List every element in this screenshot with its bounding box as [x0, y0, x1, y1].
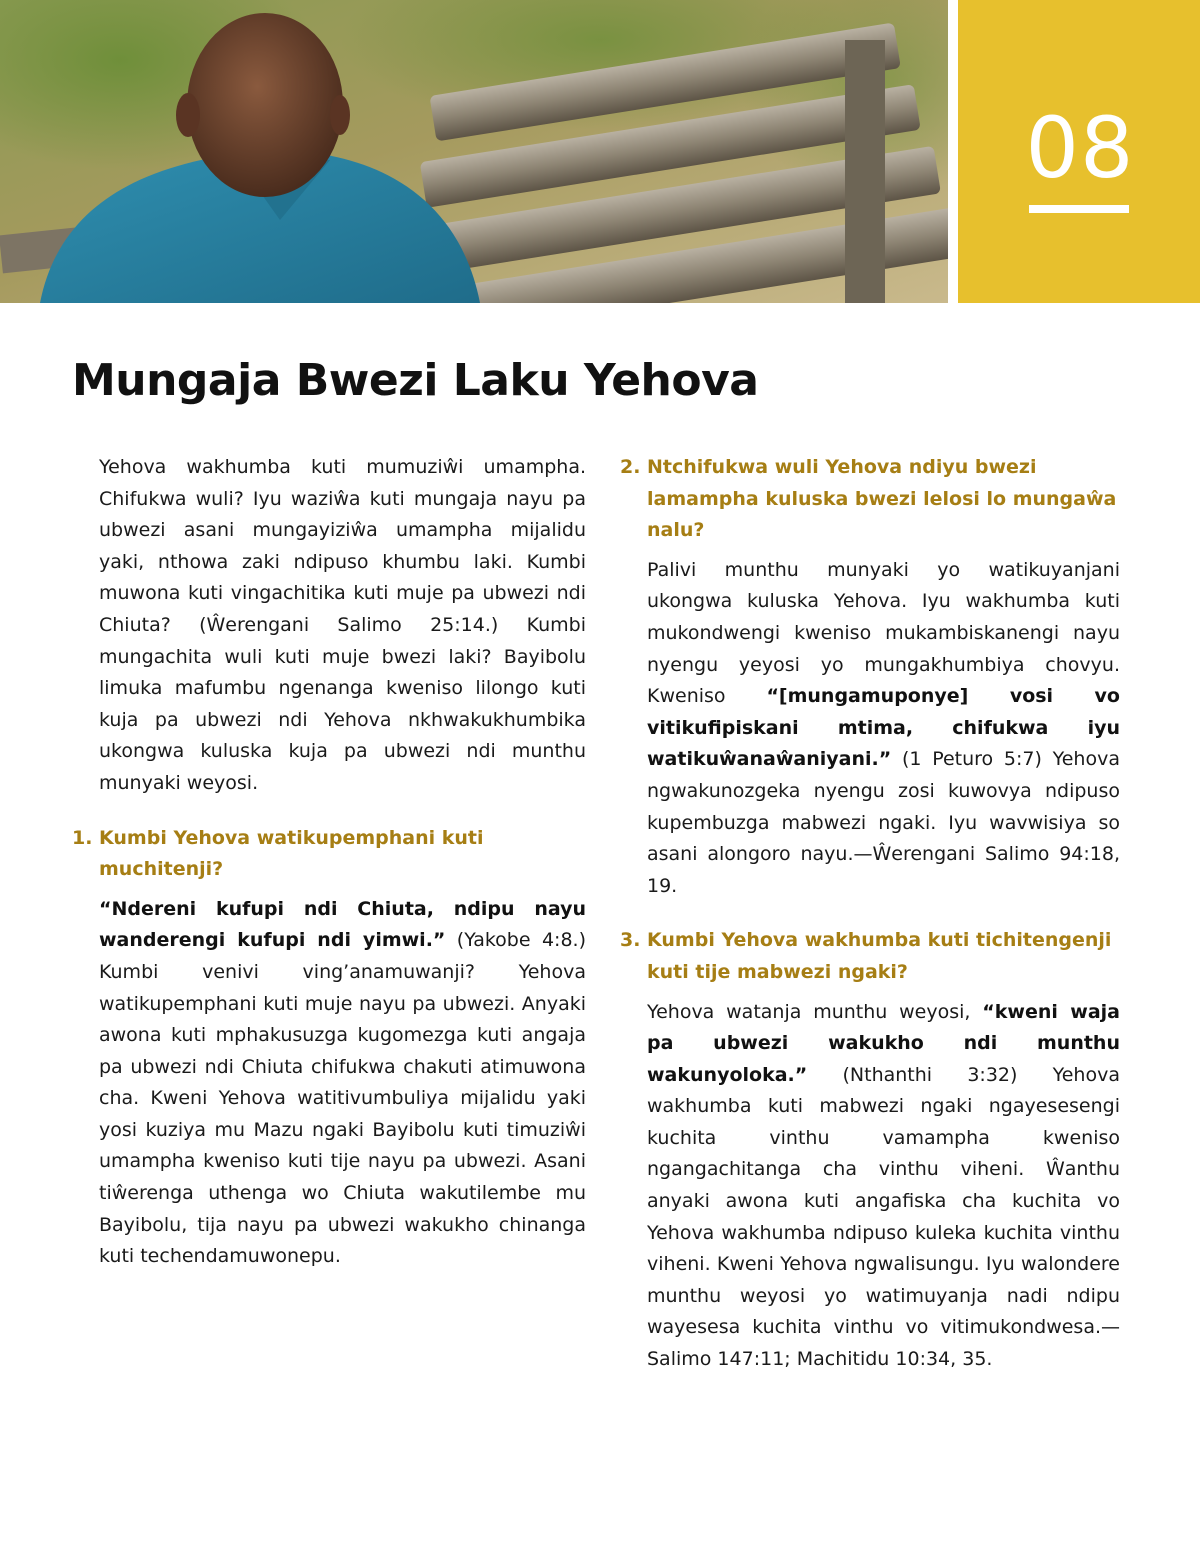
answer-2: [620, 555, 1120, 903]
lesson-number-box: [958, 0, 1200, 303]
answer-3-quote: “kweni waja pa ubwezi wakukho ndi munthu wakunyoloka.”: [647, 1000, 1120, 1086]
question-3-number: 3.: [620, 929, 641, 952]
left-column: [72, 452, 586, 1273]
question-2-number: 2.: [620, 456, 641, 478]
answer-2-quote: “[mungamuponye] vosi vo vitikufipiskani mtima, chifukwa iyu watikuŵanaŵaniyani.”: [647, 685, 1120, 771]
answer-2-text-a: Palivi munthu munyaki yo watikuyanjani ukongwa kuluska Yehova. Iyu wakhumba kuti mukondwengi kweniso mukambiskanengi nayu nyengu yeyosi yo mungakhumbiya chovyu. Kweniso: [647, 558, 1120, 708]
question-2: [620, 452, 1120, 547]
answer-3: [620, 997, 1120, 1376]
header-divider: [948, 0, 958, 303]
question-2-text: Ntchifukwa wuli Yehova ndiyu bwezi lamampha kuluska bwezi lelosi lo mungaŵa nalu?: [647, 456, 1117, 542]
answer-1-text: (Yakobe 4:8.) Kumbi venivi ving’anamuwanji? Yehova watikupemphani kuti muje nayu pa ubwezi. Anyaki awona kuti mphakusuzga kugomezga kuti angaja pa ubwezi ndi Chiuta chifukwa chakuti atimuwona cha. Kweni Yehova watitivumbuliya mijalidu yaki yosi kuziya mu Mazu ngaki Bayibolu kuti timuziŵi umampha kweniso kuti tije nayu pa ubwezi. Asani tiŵerenga uthenga wo Chiuta wakutilembe mu Bayibolu, tija nayu pa ubwezi wakukho chinanga kuti techendamuwonepu.: [99, 929, 586, 1268]
intro-paragraph: Yehova wakhumba kuti mumuziŵi umampha. Chifukwa wuli? Iyu waziŵa kuti mungaja nayu pa ubwezi asani mungayiziŵa umampha mijalidu yaki, nthowa zaki ndipuso khumbu laki. Kumbi muwona kuti vingachitika kuti muje pa ubwezi ndi Chiuta? (Ŵerengani Salimo 25:14.) Kumbi mungachita wuli kuti muje bwezi laki? Bayibolu limuka mafumbu ngenanga kweniso lilongo kuti kuja pa ubwezi ndi Yehova nkhwakukhumbika ukongwa kuluska kuja pa ubwezi ndi munthu munyaki weyosi.: [99, 456, 586, 794]
answer-1: [72, 894, 586, 1273]
answer-1-quote: “Ndereni kufupi ndi Chiuta, ndipu nayu wanderengi kufupi ndi yimwi.”: [99, 897, 586, 952]
question-1: [72, 823, 586, 886]
question-3-text: Kumbi Yehova wakhumba kuti tichitengenji kuti tije mabwezi ngaki?: [647, 929, 1112, 983]
answer-2-text-b: (1 Peturo 5:7) Yehova ngwakunozgeka nyengu zosi kuwovya ndipuso kupembuzga mabwezi ngaki. Iyu wavwisiya so asani alongoro nayu.—Ŵerengani Salimo 94:18, 19.: [647, 748, 1120, 897]
answer-3-text-b: (Nthanthi 3:32) Yehova wakhumba kuti mabwezi ngaki ngayesesengi kuchita vinthu vamampha kweniso ngangachitanga cha vinthu viheni. Ŵanthu anyaki awona kuti angafiska cha kuchita vo Yehova wakhumba ndipuso kuleka kuchita vinthu viheni. Kweni Yehova ngwalisungu. Iyu walondere munthu weyosi yo watimuyanja nadi ndipu wayesesa kuchita vinthu vo vitimukondwesa.—Salimo 147:11; Machitidu 10:34, 35.: [647, 1063, 1120, 1371]
question-3: [620, 925, 1120, 988]
lesson-number-underline: [1029, 205, 1129, 213]
page-title: Mungaja Bwezi Laku Yehova: [72, 355, 759, 406]
lesson-number: 08: [1025, 99, 1135, 197]
answer-3-text-a: Yehova watanja munthu weyosi,: [647, 1000, 983, 1023]
header-photo: [0, 0, 948, 303]
question-1-number: 1.: [72, 826, 93, 849]
question-1-text: Kumbi Yehova watikupemphani kuti muchitenji?: [99, 826, 484, 881]
right-column: [620, 452, 1120, 1376]
